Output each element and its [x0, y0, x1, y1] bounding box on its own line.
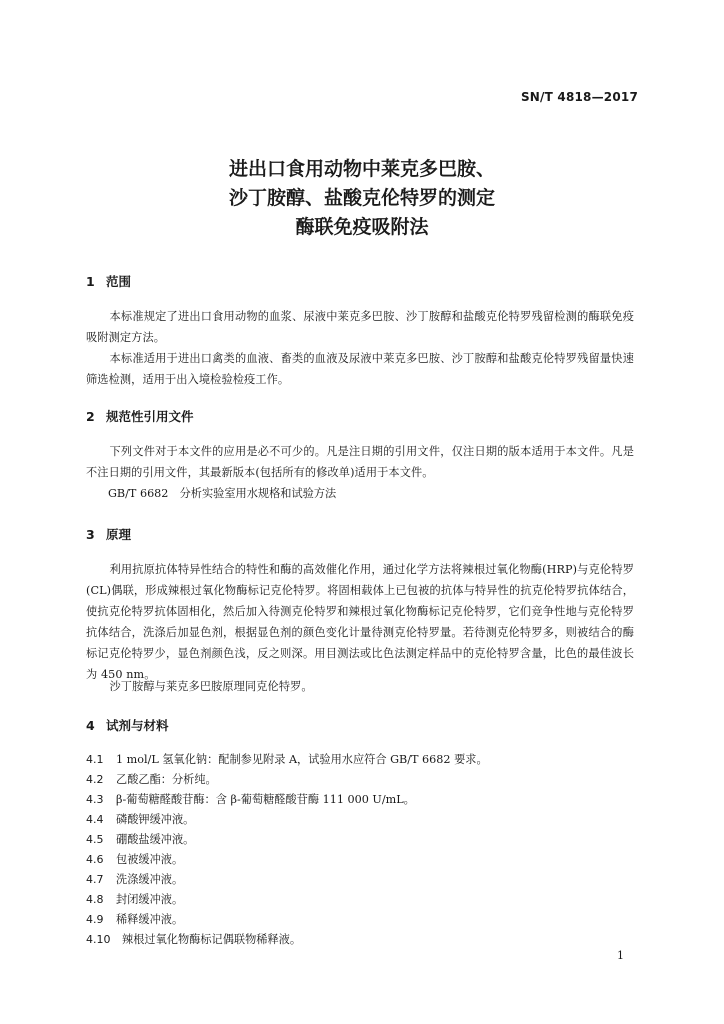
item-text: 洗涤缓冲液。	[116, 873, 184, 886]
item-number: 4.3	[86, 793, 104, 806]
section-title: 规范性引用文件	[106, 409, 194, 424]
list-item	[86, 850, 183, 870]
item-text: β-葡萄糖醛酸苷酶：含 β-葡萄糖醛酸苷酶 111 000 U/mL。	[116, 793, 415, 806]
item-number: 4.6	[86, 853, 104, 866]
item-text: 封闭缓冲液。	[116, 893, 184, 906]
item-number: 4.9	[86, 913, 104, 926]
list-item	[86, 790, 415, 810]
item-number: 4.8	[86, 893, 104, 906]
section-number: 2	[86, 409, 95, 424]
section-number: 4	[86, 718, 95, 733]
item-text: 乙酸乙酯：分析纯。	[116, 773, 217, 786]
page-number: 1	[617, 949, 624, 962]
item-text: 稀释缓冲液。	[116, 913, 184, 926]
normative-reference: GB/T 6682 分析实验室用水规格和试验方法	[108, 487, 337, 500]
item-text: 1 mol/L 氢氧化钠：配制参见附录 A，试验用水应符合 GB/T 6682 要求。	[116, 753, 488, 766]
section-title: 范围	[106, 274, 132, 289]
item-text: 包被缓冲液。	[116, 853, 184, 866]
list-item	[86, 750, 488, 770]
section-3-paragraph-1: 利用抗原抗体特异性结合的特性和酶的高效催化作用，通过化学方法将辣根过氧化物酶(HRP)与克伦特罗(CL)偶联，形成辣根过氧化物酶标记克伦特罗。将固相载体上已包被的抗体与特异性的抗克伦特罗抗体结合，使抗克伦特罗抗体固相化，然后加入待测克伦特罗和辣根过氧化物酶标记克伦特罗，它们竞争性地与克伦特罗抗体结合，洗涤后加显色剂，根据显色剂的颜色变化计量待测克伦特罗量。若待测克伦特罗多，则被结合的酶标记克伦特罗少，显色剂颜色浅，反之则深。用目测法或比色法测定样品中的克伦特罗含量，比色的最佳波长为 450 nm。	[86, 563, 634, 681]
list-item	[86, 930, 301, 950]
section-3-heading	[86, 525, 131, 543]
list-item	[86, 770, 217, 790]
item-text: 硼酸盐缓冲液。	[116, 833, 195, 846]
title-line-2: 沙丁胺醇、盐酸克伦特罗的测定	[228, 187, 495, 209]
section-4-heading	[86, 716, 169, 734]
title-line-3: 酶联免疫吸附法	[295, 216, 429, 238]
section-2-paragraph-1: 下列文件对于本文件的应用是必不可少的。凡是注日期的引用文件，仅注日期的版本适用于本文件。凡是不注日期的引用文件，其最新版本(包括所有的修改单)适用于本文件。	[86, 445, 634, 479]
list-item	[86, 890, 183, 910]
title-line-1: 进出口食用动物中莱克多巴胺、	[228, 158, 495, 180]
item-number: 4.10	[86, 933, 111, 946]
item-number: 4.1	[86, 753, 104, 766]
section-2-heading	[86, 407, 194, 425]
item-number: 4.2	[86, 773, 104, 786]
item-text: 磷酸钾缓冲液。	[116, 813, 195, 826]
document-title	[0, 155, 724, 242]
section-1-paragraph-1: 本标准规定了进出口食用动物的血浆、尿液中莱克多巴胺、沙丁胺醇和盐酸克伦特罗残留检测的酶联免疫吸附测定方法。	[86, 310, 634, 344]
item-number: 4.4	[86, 813, 104, 826]
section-title: 原理	[106, 527, 132, 542]
section-3-paragraph-2: 沙丁胺醇与莱克多巴胺原理同克伦特罗。	[109, 680, 313, 693]
item-number: 4.5	[86, 833, 104, 846]
item-text: 辣根过氧化物酶标记偶联物稀释液。	[122, 933, 302, 946]
section-title: 试剂与材料	[106, 718, 169, 733]
section-number: 1	[86, 274, 95, 289]
section-1-heading	[86, 272, 131, 290]
item-number: 4.7	[86, 873, 104, 886]
standard-code: SN/T 4818—2017	[520, 90, 638, 104]
list-item	[86, 870, 183, 890]
list-item	[86, 810, 194, 830]
list-item	[86, 830, 194, 850]
section-1-paragraph-2: 本标准适用于进出口禽类的血液、畜类的血液及尿液中莱克多巴胺、沙丁胺醇和盐酸克伦特罗残留量快速筛选检测，适用于出入境检验检疫工作。	[86, 352, 634, 386]
section-number: 3	[86, 527, 95, 542]
list-item	[86, 910, 183, 930]
